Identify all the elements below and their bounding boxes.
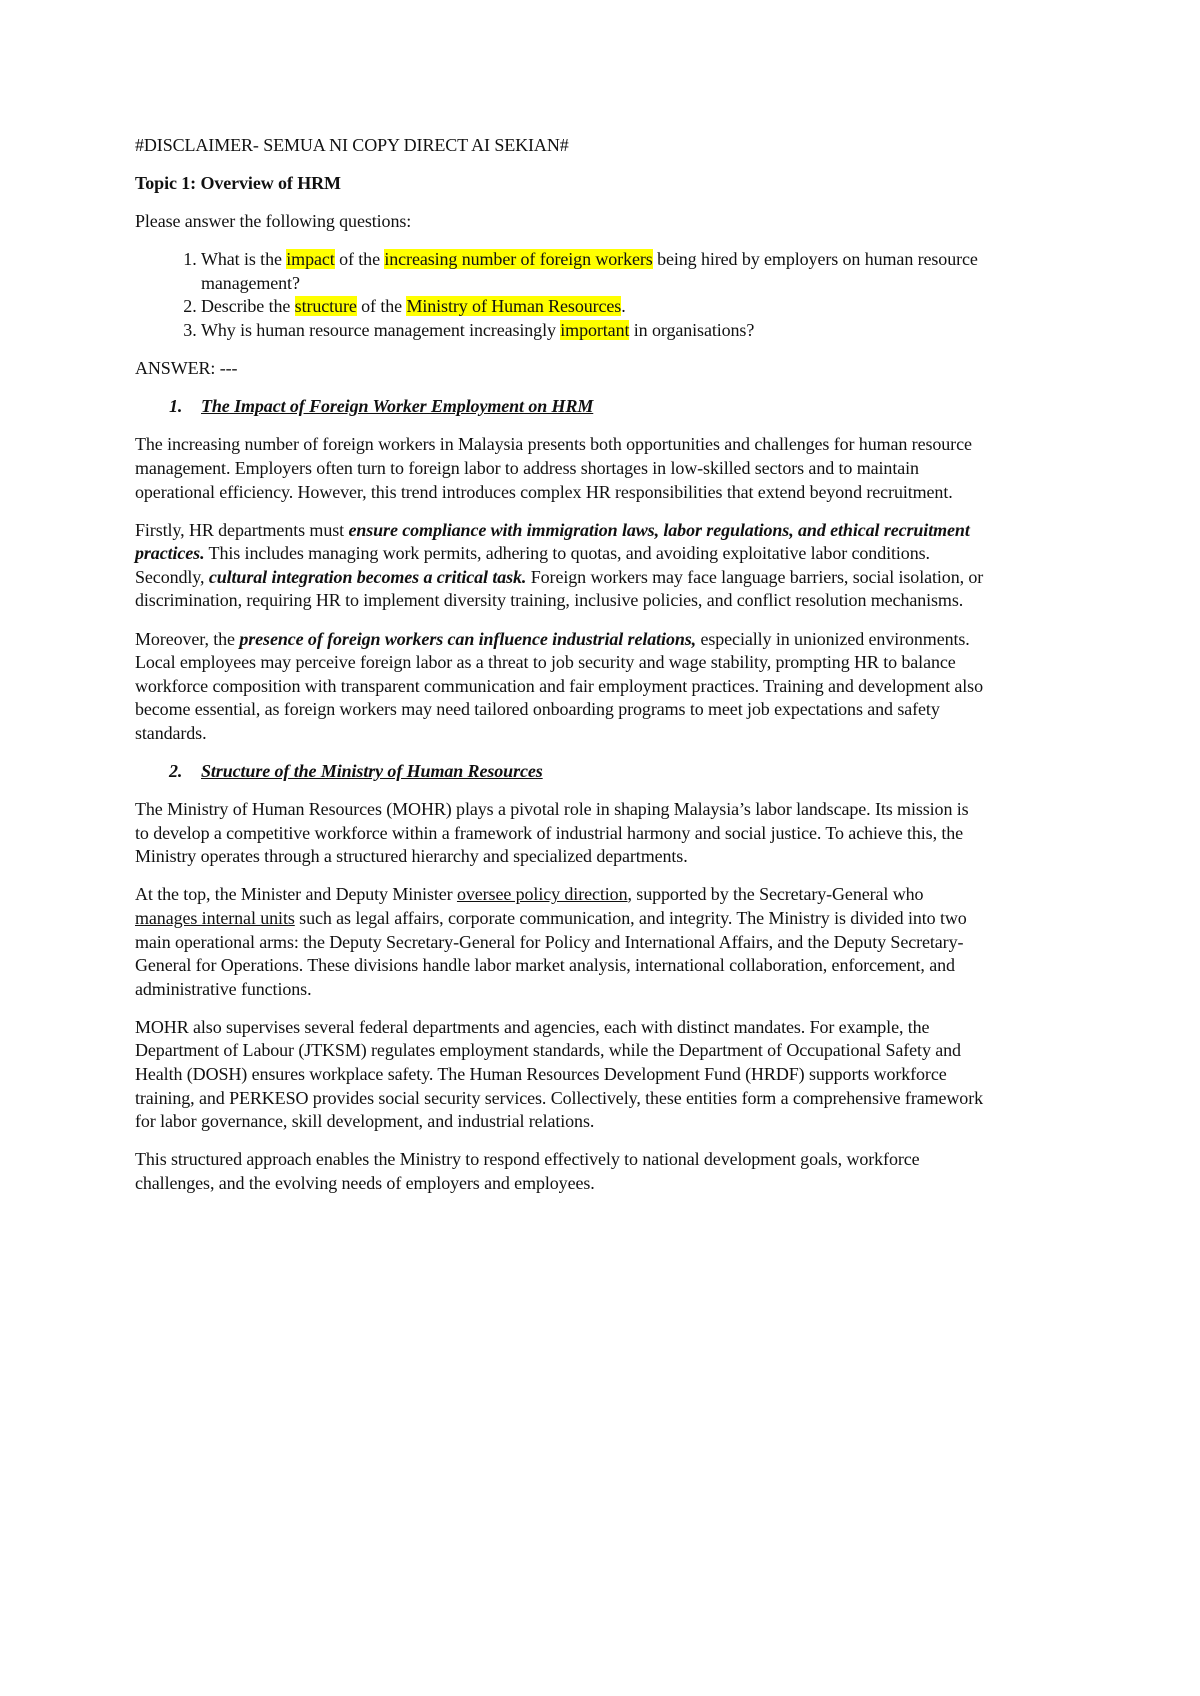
text-run: This structured approach enables the Ministry to respond effectively to national development goals, workforce challenges, and the evolving needs of employers and employees.	[135, 1149, 920, 1193]
section-number: 1.	[169, 396, 183, 417]
text-run: Foreign workers may face language barriers, social isolation, or discrimination, requiring HR to implement diversity training, inclusive policies, and conflict resolution mechanisms.	[135, 566, 984, 611]
section-number: 2.	[169, 760, 183, 781]
highlighted-text: important	[560, 320, 630, 341]
text-run: What is the	[201, 249, 287, 270]
paragraph	[135, 628, 985, 746]
emphasized-text: cultural integration becomes a critical task.	[208, 566, 527, 587]
text-run: The increasing number of foreign workers in Malaysia presents both opportunities and challenges for human resource management. Employers often turn to foreign labor to address shortages in low-skilled sectors and to maintain operational efficiency. However, this trend introduces complex HR responsibilities that extend beyond recruitment.	[135, 434, 972, 502]
section-heading	[135, 760, 985, 784]
text-run: being hired by employers on human resource management?	[201, 249, 978, 293]
highlighted-text: Ministry of Human Resources	[406, 296, 622, 317]
questions-prompt: Please answer the following questions:	[135, 211, 412, 232]
section-title: The Impact of Foreign Worker Employment on HRM	[201, 396, 594, 417]
answer-label: ANSWER: ---	[135, 358, 238, 379]
text-run: MOHR also supervises several federal departments and agencies, each with distinct mandates. For example, the Department of Labour (JTKSM) regulates employment standards, while the Department of Occupational Safety and Health (DOSH) ensures workplace safety. The Human Resources Development Fund (HRDF) supports workforce training, and PERKESO provides social security services. Collectively, these entities form a comprehensive framework for labor governance, skill development, and industrial relations.	[135, 1016, 983, 1132]
text-run: Describe the	[201, 296, 295, 317]
text-run: of the	[356, 296, 407, 317]
topic-title: Topic 1: Overview of HRM	[135, 173, 341, 194]
text-run: The Ministry of Human Resources (MOHR) plays a pivotal role in shaping Malaysia’s labor landscape. Its mission is to develop a competitive workforce within a framework of industrial harmony and social justice. To achieve this, the Ministry operates through a structured hierarchy and specialized departments.	[135, 799, 969, 867]
text-run: in organisations?	[629, 320, 755, 341]
highlighted-text: impact	[286, 249, 335, 270]
questions-list	[135, 248, 985, 342]
text-run: This includes managing work permits, adhering to quotas, and avoiding exploitative labor conditions. Secondly,	[135, 543, 930, 587]
text-run: especially in unionized environments. Local employees may perceive foreign labor as a threat to job security and wage stability, prompting HR to balance workforce composition with transparent communication and fair employment practices. Training and development also become essential, as foreign workers may need tailored onboarding programs to meet job expectations and safety standards.	[135, 628, 983, 743]
emphasized-text: presence of foreign workers can influence industrial relations,	[239, 628, 697, 649]
text-run: At the top, the Minister and Deputy Minister	[135, 884, 457, 905]
section-heading	[135, 395, 985, 419]
text-run: of the	[334, 249, 385, 270]
text-run: such as legal affairs, corporate communication, and integrity. The Ministry is divided into two main operational arms: the Deputy Secretary-General for Policy and International Affairs, and the Deputy Secretary-General for Operations. These divisions handle labor market analysis, international collaboration, enforcement, and administrative functions.	[135, 907, 967, 999]
underlined-text: manages internal units	[135, 907, 295, 928]
question-item	[201, 248, 985, 295]
text-run: , supported by the Secretary-General who	[627, 884, 924, 905]
text-run: Moreover, the	[135, 628, 240, 649]
text-run: .	[621, 296, 626, 317]
paragraph	[135, 1016, 985, 1134]
emphasized-text: ensure compliance with immigration laws, labor regulations, and ethical recruitment practices.	[135, 519, 970, 564]
underlined-text: oversee policy direction	[456, 884, 628, 905]
section-title: Structure of the Ministry of Human Resources	[201, 760, 543, 781]
text-run: Firstly, HR departments must	[135, 519, 349, 540]
highlighted-text: structure	[294, 296, 357, 317]
text-run: Why is human resource management increasingly	[201, 320, 561, 341]
question-item	[201, 319, 985, 343]
paragraph	[135, 883, 985, 1001]
paragraph	[135, 433, 985, 504]
paragraph	[135, 519, 985, 613]
paragraph	[135, 798, 985, 869]
answer-sections	[135, 395, 985, 1195]
paragraph	[135, 1148, 985, 1195]
disclaimer: #DISCLAIMER- SEMUA NI COPY DIRECT AI SEKIAN#	[135, 135, 569, 155]
question-item	[201, 295, 985, 319]
document-page	[135, 134, 985, 1210]
highlighted-text: increasing number of foreign workers	[384, 249, 653, 270]
